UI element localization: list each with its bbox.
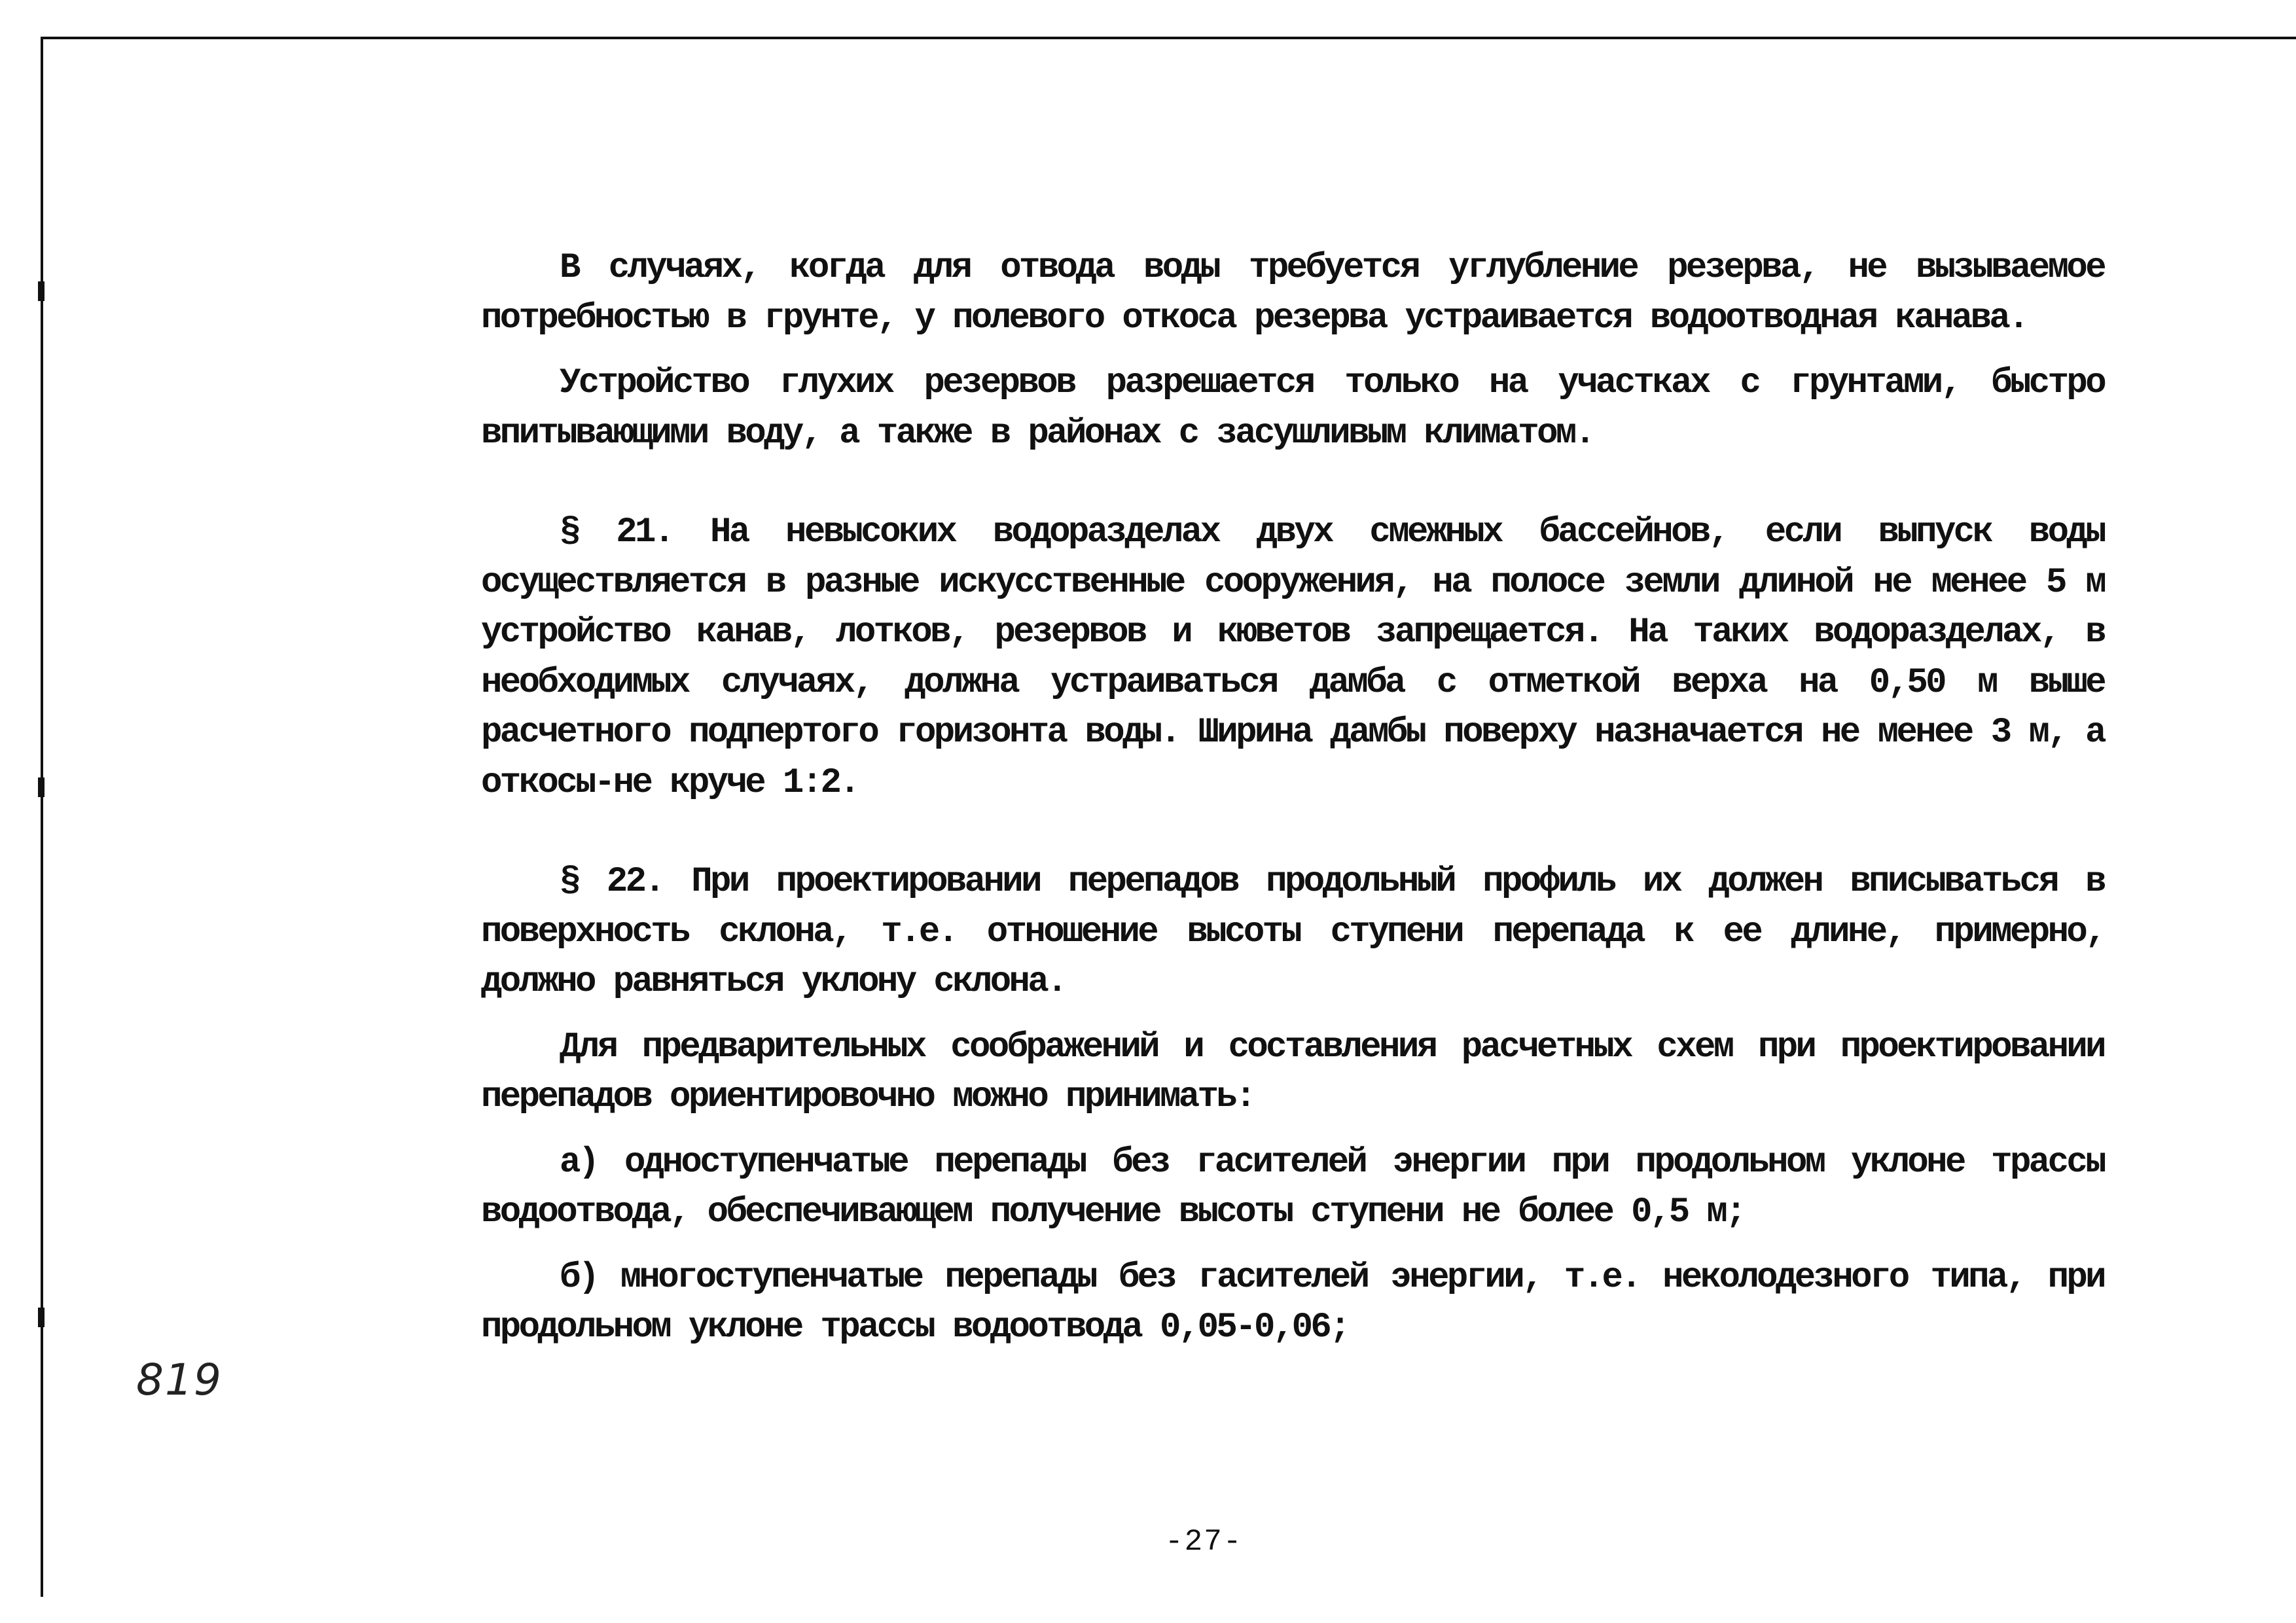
document-body: [481, 243, 2104, 1353]
margin-note: 819: [136, 1355, 223, 1405]
paragraph-section-21: § 21. На невысоких водоразделах двух смежных бассейнов, если выпуск воды осуществляется в разные искусственные сооружения, на полосе земли длиной не менее 5 м устройство канав, лотков, резервов и кюветов запрещается. На таких водоразделах, в необходимых случаях, должна устраиваться дамба с отметкой верха на 0,50 м выше расчетного подпертого горизонта воды. Ширина дамбы поверху назначается не менее 3 м, а откосы-не круче 1:2.: [481, 512, 2104, 803]
binding-mark: [38, 281, 45, 301]
paragraph-blind-reserves: Устройство глухих резервов разрешается только на участках с грунтами, быстро впитывающими воду, а также в районах с засушливым климатом.: [481, 363, 2104, 454]
paragraph-section-22: § 22. При проектировании перепадов продольный профиль их должен вписываться в поверхность склона, т.е. отношение высоты ступени перепада к ее длине, примерно, должно равняться уклону склона.: [481, 862, 2104, 1002]
frame-top-border: [41, 37, 2296, 39]
page-number: -27-: [1165, 1525, 1243, 1559]
list-item-a: а) одноступенчатые перепады без гасителей энергии при продольном уклоне трассы водоотвода, обеспечивающем получение высоты ступени не более 0,5 м;: [481, 1142, 2104, 1232]
binding-mark: [38, 1308, 45, 1327]
frame-left-border: [41, 37, 43, 1597]
paragraph-preliminary: Для предварительных соображений и составления расчетных схем при проектировании перепадов ориентировочно можно принимать:: [481, 1027, 2104, 1117]
list-item-b: б) многоступенчатые перепады без гасителей энергии, т.е. неколодезного типа, при продольном уклоне трассы водоотвода 0,05-0,06;: [481, 1257, 2104, 1347]
binding-mark: [38, 777, 45, 797]
paragraph-trench: В случаях, когда для отвода воды требуется углубление резерва, не вызываемое потребностью в грунте, у полевого откоса резерва устраивается водоотводная канава.: [481, 248, 2104, 338]
